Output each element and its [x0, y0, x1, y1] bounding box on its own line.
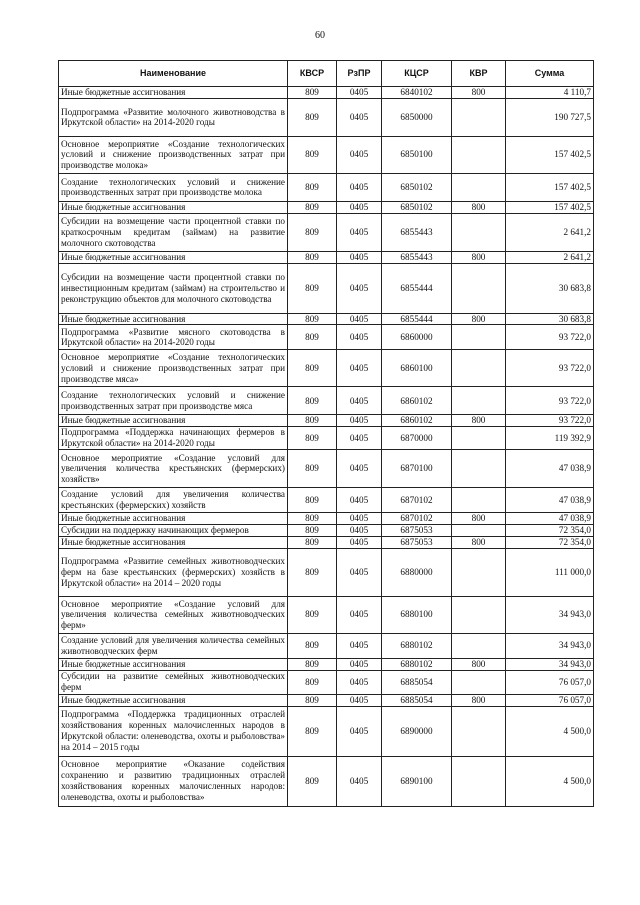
cell-sum: 93 722,0 [506, 415, 594, 427]
cell-rzpr: 0405 [337, 427, 382, 450]
cell-name: Основное мероприятие «Создание технологических условий и снижение производственных затрат при производстве мяса» [59, 350, 288, 387]
cell-kcsr: 6855444 [382, 313, 452, 325]
cell-kvr: 800 [452, 87, 506, 99]
cell-kvsr: 809 [288, 251, 337, 263]
cell-sum: 76 057,0 [506, 670, 594, 694]
cell-kvr [452, 488, 506, 513]
cell-rzpr: 0405 [337, 756, 382, 806]
cell-rzpr: 0405 [337, 201, 382, 213]
cell-kcsr: 6850100 [382, 136, 452, 173]
cell-kvsr: 809 [288, 87, 337, 99]
cell-kvsr: 809 [288, 136, 337, 173]
table-row [59, 415, 594, 427]
cell-kvsr: 809 [288, 325, 337, 350]
cell-kvr [452, 706, 506, 756]
table-row [59, 756, 594, 806]
cell-sum: 119 392,9 [506, 427, 594, 450]
cell-rzpr: 0405 [337, 513, 382, 525]
cell-sum: 34 943,0 [506, 633, 594, 658]
table-row [59, 313, 594, 325]
table-row [59, 325, 594, 350]
cell-kvsr: 809 [288, 548, 337, 596]
table-row [59, 387, 594, 415]
cell-name: Иные бюджетные ассигнования [59, 313, 288, 325]
cell-kvr [452, 213, 506, 251]
table-row [59, 633, 594, 658]
page-number: 60 [315, 30, 325, 41]
cell-rzpr: 0405 [337, 136, 382, 173]
cell-kvr: 800 [452, 513, 506, 525]
table-row [59, 488, 594, 513]
cell-kvr: 800 [452, 537, 506, 549]
cell-kvsr: 809 [288, 756, 337, 806]
cell-kvr [452, 596, 506, 633]
cell-kvsr: 809 [288, 706, 337, 756]
cell-kvr: 800 [452, 415, 506, 427]
header-sum: Сумма [506, 61, 594, 87]
cell-name: Подпрограмма «Развитие мясного скотоводства в Иркутской области» на 2014-2020 годы [59, 325, 288, 350]
table-row [59, 537, 594, 549]
cell-rzpr: 0405 [337, 173, 382, 201]
table-row [59, 98, 594, 136]
cell-name: Субсидии на поддержку начинающих фермеров [59, 525, 288, 537]
cell-kcsr: 6880100 [382, 596, 452, 633]
cell-kcsr: 6855443 [382, 213, 452, 251]
cell-sum: 47 038,9 [506, 450, 594, 488]
cell-kvsr: 809 [288, 263, 337, 313]
cell-kcsr: 6850102 [382, 201, 452, 213]
cell-sum: 47 038,9 [506, 513, 594, 525]
cell-sum: 157 402,5 [506, 201, 594, 213]
cell-kvsr: 809 [288, 596, 337, 633]
table-row [59, 706, 594, 756]
cell-rzpr: 0405 [337, 633, 382, 658]
cell-name: Создание условий для увеличения количества крестьянских (фермерских) хозяйств [59, 488, 288, 513]
table-header-row [59, 61, 594, 87]
cell-rzpr: 0405 [337, 98, 382, 136]
cell-kvsr: 809 [288, 415, 337, 427]
cell-kvsr: 809 [288, 670, 337, 694]
cell-rzpr: 0405 [337, 658, 382, 670]
cell-kvsr: 809 [288, 387, 337, 415]
table-row [59, 251, 594, 263]
cell-kcsr: 6880102 [382, 658, 452, 670]
cell-kvsr: 809 [288, 450, 337, 488]
cell-sum: 4 500,0 [506, 756, 594, 806]
table-row [59, 136, 594, 173]
cell-kvr: 800 [452, 313, 506, 325]
cell-rzpr: 0405 [337, 694, 382, 706]
cell-kvr [452, 136, 506, 173]
cell-name: Основное мероприятие «Оказание содействия сохранению и развитию традиционных отраслей хозяйствования коренных малочисленных народов: оленеводства, охоты и рыболовства» [59, 756, 288, 806]
cell-name: Субсидии на возмещение части процентной ставки по инвестиционным кредитам (займам) на строительство и реконструкцию объектов для молочного скотоводства [59, 263, 288, 313]
table-row [59, 450, 594, 488]
cell-kvsr: 809 [288, 201, 337, 213]
cell-name: Иные бюджетные ассигнования [59, 201, 288, 213]
cell-name: Создание технологических условий и снижение производственных затрат при производстве мяса [59, 387, 288, 415]
table-row [59, 201, 594, 213]
table-row [59, 670, 594, 694]
cell-sum: 93 722,0 [506, 325, 594, 350]
cell-sum: 34 943,0 [506, 658, 594, 670]
cell-rzpr: 0405 [337, 525, 382, 537]
table-row [59, 548, 594, 596]
cell-rzpr: 0405 [337, 213, 382, 251]
cell-kvsr: 809 [288, 513, 337, 525]
cell-name: Подпрограмма «Поддержка начинающих фермеров в Иркутской области» на 2014-2020 годы [59, 427, 288, 450]
cell-rzpr: 0405 [337, 548, 382, 596]
cell-sum: 76 057,0 [506, 694, 594, 706]
cell-rzpr: 0405 [337, 415, 382, 427]
cell-kcsr: 6875053 [382, 537, 452, 549]
cell-sum: 72 354,0 [506, 537, 594, 549]
cell-rzpr: 0405 [337, 537, 382, 549]
cell-kcsr: 6870102 [382, 513, 452, 525]
table-row [59, 513, 594, 525]
header-rzpr: РзПР [337, 61, 382, 87]
cell-kvsr: 809 [288, 173, 337, 201]
cell-rzpr: 0405 [337, 313, 382, 325]
cell-name: Иные бюджетные ассигнования [59, 415, 288, 427]
cell-kvsr: 809 [288, 658, 337, 670]
table-row [59, 694, 594, 706]
cell-kvr [452, 173, 506, 201]
cell-sum: 34 943,0 [506, 596, 594, 633]
cell-sum: 2 641,2 [506, 213, 594, 251]
table-row [59, 263, 594, 313]
cell-kcsr: 6885054 [382, 670, 452, 694]
header-name: Наименование [59, 61, 288, 87]
cell-kvr [452, 427, 506, 450]
cell-name: Создание условий для увеличения количества семейных животноводческих ферм [59, 633, 288, 658]
cell-rzpr: 0405 [337, 251, 382, 263]
cell-kcsr: 6870000 [382, 427, 452, 450]
cell-rzpr: 0405 [337, 263, 382, 313]
table-row [59, 658, 594, 670]
cell-name: Иные бюджетные ассигнования [59, 658, 288, 670]
cell-kvsr: 809 [288, 313, 337, 325]
cell-kcsr: 6860100 [382, 350, 452, 387]
cell-kcsr: 6870100 [382, 450, 452, 488]
cell-sum: 72 354,0 [506, 525, 594, 537]
cell-name: Подпрограмма «Поддержка традиционных отраслей хозяйствования коренных малочисленных народов в Иркутской области: оленеводства, охоты и рыболовства» на 2014 – 2015 годы [59, 706, 288, 756]
cell-kvsr: 809 [288, 537, 337, 549]
cell-name: Основное мероприятие «Создание технологических условий и снижение производственных затрат при производстве молока» [59, 136, 288, 173]
cell-kvr [452, 548, 506, 596]
table-row [59, 87, 594, 99]
cell-kvsr: 809 [288, 427, 337, 450]
cell-sum: 30 683,8 [506, 263, 594, 313]
cell-kcsr: 6850102 [382, 173, 452, 201]
cell-rzpr: 0405 [337, 596, 382, 633]
cell-rzpr: 0405 [337, 488, 382, 513]
cell-rzpr: 0405 [337, 706, 382, 756]
cell-kcsr: 6880000 [382, 548, 452, 596]
cell-kvsr: 809 [288, 633, 337, 658]
cell-sum: 93 722,0 [506, 350, 594, 387]
cell-sum: 190 727,5 [506, 98, 594, 136]
cell-kvr: 800 [452, 694, 506, 706]
cell-name: Иные бюджетные ассигнования [59, 513, 288, 525]
cell-kcsr: 6885054 [382, 694, 452, 706]
table-row [59, 350, 594, 387]
cell-sum: 30 683,8 [506, 313, 594, 325]
table-row [59, 213, 594, 251]
cell-rzpr: 0405 [337, 387, 382, 415]
cell-kcsr: 6860102 [382, 415, 452, 427]
cell-sum: 2 641,2 [506, 251, 594, 263]
cell-name: Основное мероприятие «Создание условий для увеличения количества семейных животноводческих ферм» [59, 596, 288, 633]
cell-sum: 4 110,7 [506, 87, 594, 99]
cell-sum: 93 722,0 [506, 387, 594, 415]
cell-name: Подпрограмма «Развитие семейных животноводческих ферм на базе крестьянских (фермерских) хозяйств в Иркутской области» на 2014 – 2020 годы [59, 548, 288, 596]
cell-kvsr: 809 [288, 213, 337, 251]
header-kvr: КВР [452, 61, 506, 87]
cell-kvr [452, 387, 506, 415]
cell-sum: 157 402,5 [506, 173, 594, 201]
cell-kcsr: 6850000 [382, 98, 452, 136]
cell-kvr [452, 325, 506, 350]
cell-kvr: 800 [452, 201, 506, 213]
cell-kvsr: 809 [288, 488, 337, 513]
table-row [59, 173, 594, 201]
table-row [59, 525, 594, 537]
cell-kvr: 800 [452, 658, 506, 670]
cell-kvr [452, 756, 506, 806]
cell-name: Подпрограмма «Развитие молочного животноводства в Иркутской области» на 2014-2020 годы [59, 98, 288, 136]
cell-rzpr: 0405 [337, 450, 382, 488]
header-kvsr: КВСР [288, 61, 337, 87]
table-row [59, 427, 594, 450]
cell-kcsr: 6875053 [382, 525, 452, 537]
cell-name: Иные бюджетные ассигнования [59, 251, 288, 263]
cell-sum: 4 500,0 [506, 706, 594, 756]
cell-sum: 47 038,9 [506, 488, 594, 513]
cell-kcsr: 6855444 [382, 263, 452, 313]
cell-name: Основное мероприятие «Создание условий для увеличения количества крестьянских (фермерских) хозяйств» [59, 450, 288, 488]
cell-kvsr: 809 [288, 525, 337, 537]
cell-kvr [452, 525, 506, 537]
cell-name: Иные бюджетные ассигнования [59, 694, 288, 706]
cell-kcsr: 6870102 [382, 488, 452, 513]
cell-sum: 111 000,0 [506, 548, 594, 596]
cell-sum: 157 402,5 [506, 136, 594, 173]
cell-kcsr: 6860102 [382, 387, 452, 415]
cell-kcsr: 6890000 [382, 706, 452, 756]
table-body [59, 87, 594, 807]
cell-kvr [452, 450, 506, 488]
cell-kcsr: 6840102 [382, 87, 452, 99]
cell-kcsr: 6855443 [382, 251, 452, 263]
cell-kvr [452, 670, 506, 694]
table-row [59, 596, 594, 633]
cell-rzpr: 0405 [337, 350, 382, 387]
cell-name: Субсидии на возмещение части процентной ставки по краткосрочным кредитам (займам) на развитие молочного скотоводства [59, 213, 288, 251]
cell-kvr [452, 633, 506, 658]
cell-rzpr: 0405 [337, 325, 382, 350]
header-kcsr: КЦСР [382, 61, 452, 87]
cell-rzpr: 0405 [337, 87, 382, 99]
cell-kvr [452, 350, 506, 387]
cell-kvr [452, 98, 506, 136]
cell-kvr: 800 [452, 251, 506, 263]
cell-kvsr: 809 [288, 694, 337, 706]
budget-table [58, 60, 594, 807]
cell-kvr [452, 263, 506, 313]
cell-kvsr: 809 [288, 350, 337, 387]
cell-kvsr: 809 [288, 98, 337, 136]
cell-kcsr: 6880102 [382, 633, 452, 658]
cell-rzpr: 0405 [337, 670, 382, 694]
cell-name: Создание технологических условий и снижение производственных затрат при производстве молока [59, 173, 288, 201]
cell-kcsr: 6860000 [382, 325, 452, 350]
cell-name: Иные бюджетные ассигнования [59, 87, 288, 99]
cell-kcsr: 6890100 [382, 756, 452, 806]
cell-name: Субсидии на развитие семейных животноводческих ферм [59, 670, 288, 694]
cell-name: Иные бюджетные ассигнования [59, 537, 288, 549]
